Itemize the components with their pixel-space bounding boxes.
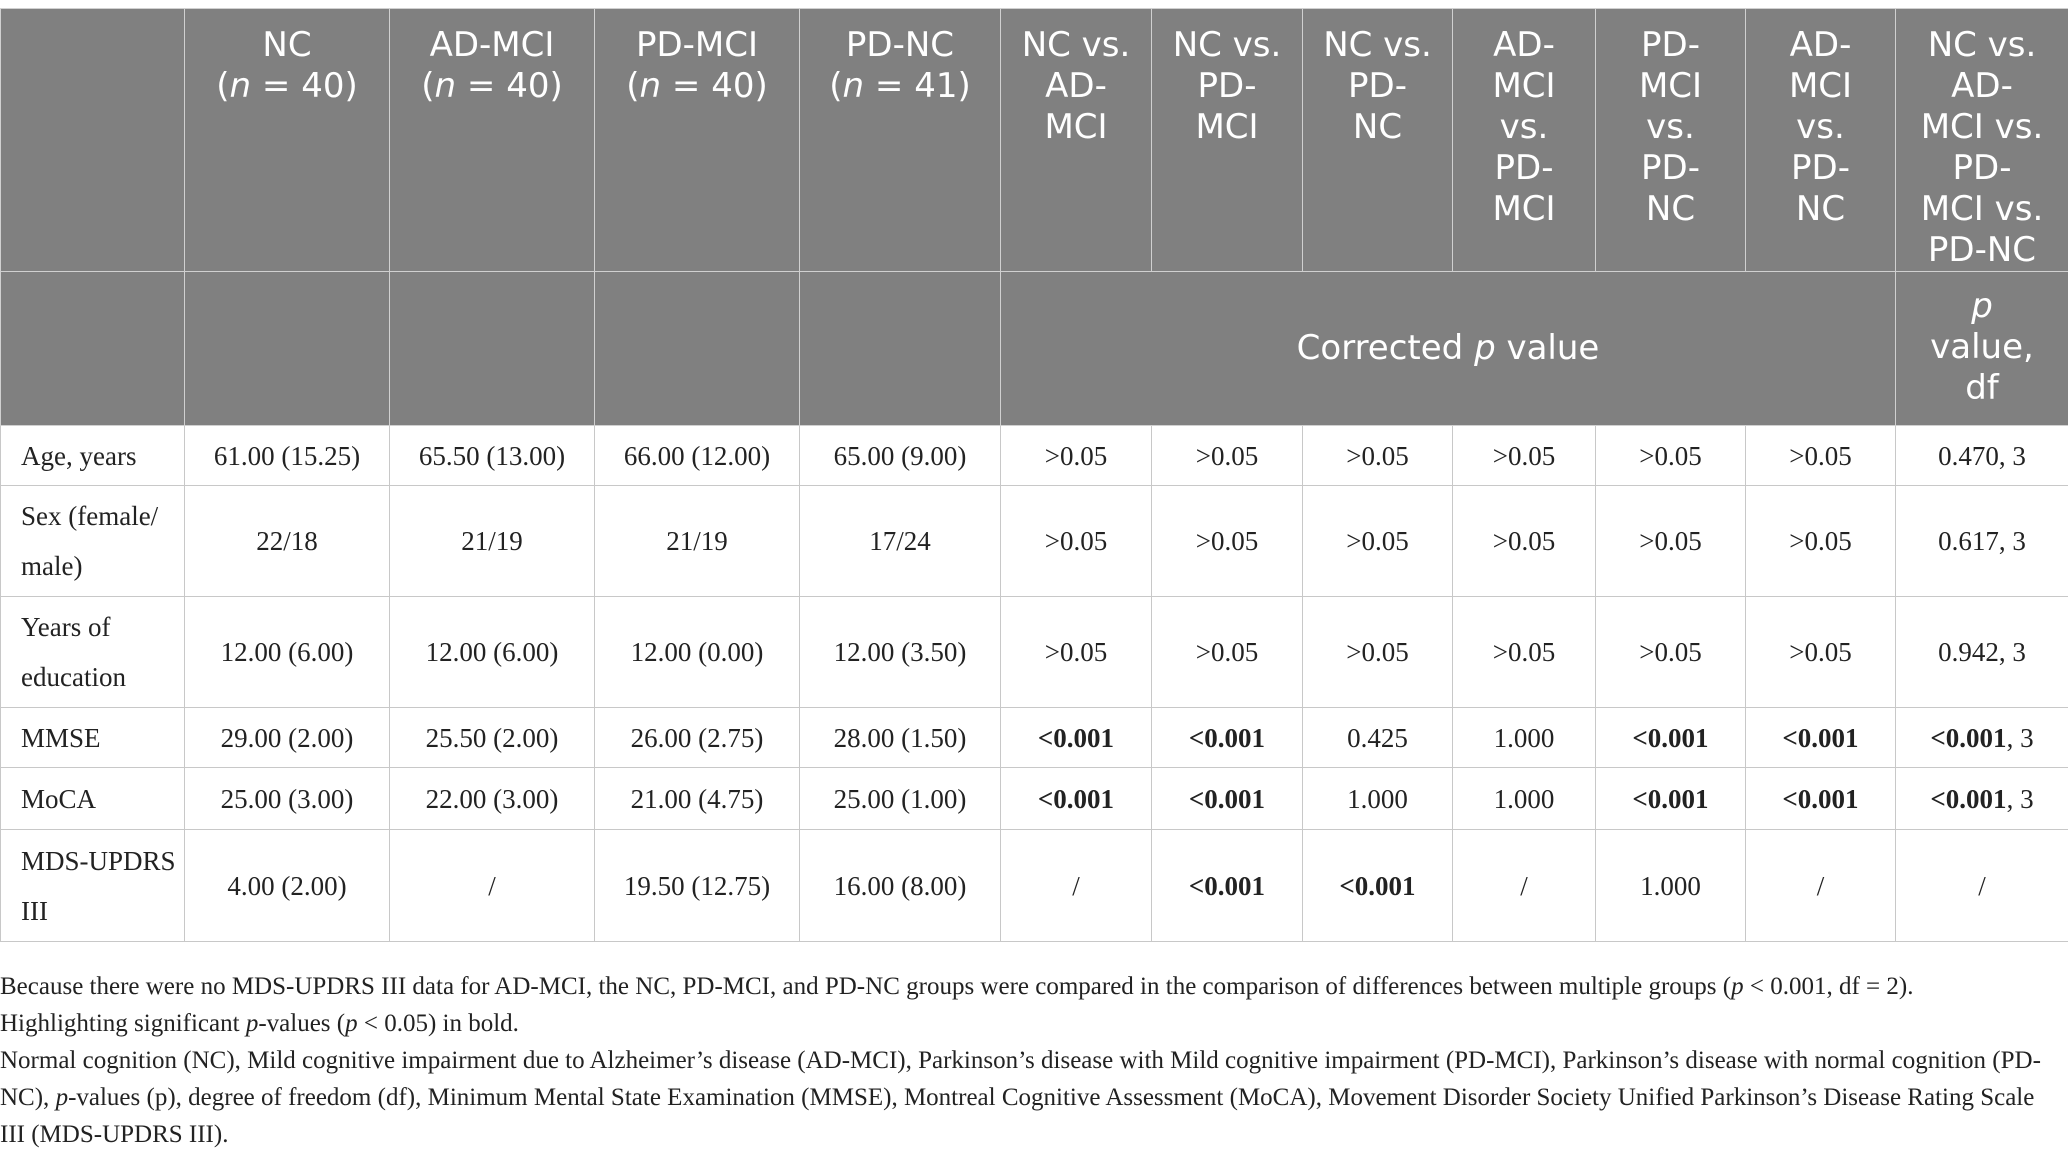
- overall-p-value-cell: 0.470, 3: [1896, 426, 2068, 486]
- header-blank: [1, 272, 185, 426]
- header-comparison: AD- MCI vs. PD- NC: [1746, 9, 1896, 272]
- p-value-cell: >0.05: [1453, 597, 1596, 708]
- p-value-cell: 1.000: [1303, 768, 1453, 830]
- group-value-cell: 21/19: [595, 486, 800, 597]
- group-value-cell: /: [390, 830, 595, 942]
- group-value-cell: 12.00 (3.50): [800, 597, 1001, 708]
- group-value-cell: 17/24: [800, 486, 1001, 597]
- p-value-cell: >0.05: [1001, 426, 1152, 486]
- group-value-cell: 22/18: [185, 486, 390, 597]
- p-value-cell: <0.001: [1596, 768, 1746, 830]
- p-value-cell: >0.05: [1596, 597, 1746, 708]
- p-value-cell: <0.001: [1746, 768, 1896, 830]
- table-row: [1, 426, 2068, 486]
- group-value-cell: 22.00 (3.00): [390, 768, 595, 830]
- footnote-2: Highlighting significant p-values (p < 0.05) in bold.: [0, 1010, 519, 1037]
- header-blank: [185, 272, 390, 426]
- header-blank: [800, 272, 1001, 426]
- p-value-cell: >0.05: [1303, 597, 1453, 708]
- group-value-cell: 16.00 (8.00): [800, 830, 1001, 942]
- overall-p-value-cell: <0.001, 3: [1896, 768, 2068, 830]
- p-value-cell: >0.05: [1001, 486, 1152, 597]
- footnote-1: Because there were no MDS-UPDRS III data for AD-MCI, the NC, PD-MCI, and PD-NC groups were compared in the comparison of differences between multiple groups (p < 0.001, df = 2).: [0, 973, 1914, 1000]
- p-value-df-label: p value, df: [1896, 272, 2068, 426]
- p-value-cell: <0.001: [1001, 708, 1152, 768]
- footnote-3: Normal cognition (NC), Mild cognitive impairment due to Alzheimer’s disease (AD-MCI), Parkinson’s disease with Mild cognitive impairment (PD-MCI), Parkinson’s disease with normal cognition (PD-NC), p-values (p), degree of freedom (df), Minimum Mental State Examination (MMSE), Montreal Cognitive Assessment (MoCA), Movement Disorder Society Unified Parkinson’s Disease Rating Scale III (MDS-UPDRS III).: [0, 1047, 2041, 1148]
- p-value-cell: >0.05: [1746, 486, 1896, 597]
- table-row: [1, 708, 2068, 768]
- header-row-2: [1, 272, 2068, 426]
- p-value-cell: >0.05: [1001, 597, 1152, 708]
- table-header: [1, 9, 2068, 426]
- group-value-cell: 29.00 (2.00): [185, 708, 390, 768]
- header-comparison: AD- MCI vs. PD- MCI: [1453, 9, 1596, 272]
- group-value-cell: 12.00 (0.00): [595, 597, 800, 708]
- group-value-cell: 4.00 (2.00): [185, 830, 390, 942]
- corrected-p-value-label: Corrected p value: [1001, 272, 1896, 426]
- p-value-cell: 1.000: [1596, 830, 1746, 942]
- header-group-pd-nc: PD-NC (n = 41): [800, 9, 1001, 272]
- header-comparison: NC vs. AD- MCI: [1001, 9, 1152, 272]
- row-label: Years of education: [1, 597, 185, 708]
- header-group-nc: NC (n = 40): [185, 9, 390, 272]
- p-value-cell: >0.05: [1152, 486, 1303, 597]
- p-value-cell: >0.05: [1746, 597, 1896, 708]
- header-comparison: NC vs. AD- MCI vs. PD- MCI vs. PD-NC: [1896, 9, 2068, 272]
- group-value-cell: 26.00 (2.75): [595, 708, 800, 768]
- header-row-1: [1, 9, 2068, 272]
- overall-p-value-cell: <0.001, 3: [1896, 708, 2068, 768]
- header-blank: [595, 272, 800, 426]
- header-comparison: NC vs. PD- MCI: [1152, 9, 1303, 272]
- header-group-ad-mci: AD-MCI (n = 40): [390, 9, 595, 272]
- header-comparison: PD- MCI vs. PD- NC: [1596, 9, 1746, 272]
- p-value-cell: <0.001: [1152, 830, 1303, 942]
- group-value-cell: 61.00 (15.25): [185, 426, 390, 486]
- group-value-cell: 12.00 (6.00): [185, 597, 390, 708]
- p-value-cell: >0.05: [1303, 426, 1453, 486]
- table-container: [0, 8, 2068, 942]
- p-value-cell: <0.001: [1152, 708, 1303, 768]
- header-comparison: NC vs. PD- NC: [1303, 9, 1453, 272]
- group-value-cell: 12.00 (6.00): [390, 597, 595, 708]
- p-value-cell: /: [1453, 830, 1596, 942]
- p-value-cell: <0.001: [1152, 768, 1303, 830]
- row-label: Sex (female/ male): [1, 486, 185, 597]
- header-group-pd-mci: PD-MCI (n = 40): [595, 9, 800, 272]
- p-value-cell: /: [1001, 830, 1152, 942]
- group-value-cell: 28.00 (1.50): [800, 708, 1001, 768]
- p-value-cell: 1.000: [1453, 768, 1596, 830]
- row-label: MMSE: [1, 708, 185, 768]
- group-value-cell: 65.50 (13.00): [390, 426, 595, 486]
- table-row: [1, 768, 2068, 830]
- demographics-table: [0, 8, 2068, 942]
- overall-p-value-cell: /: [1896, 830, 2068, 942]
- table-body: [1, 426, 2068, 942]
- group-value-cell: 25.00 (3.00): [185, 768, 390, 830]
- header-blank: [390, 272, 595, 426]
- p-value-cell: >0.05: [1596, 486, 1746, 597]
- p-value-cell: >0.05: [1453, 486, 1596, 597]
- group-value-cell: 21.00 (4.75): [595, 768, 800, 830]
- table-row: [1, 597, 2068, 708]
- overall-p-value-cell: 0.942, 3: [1896, 597, 2068, 708]
- table-row: [1, 830, 2068, 942]
- p-value-cell: >0.05: [1596, 426, 1746, 486]
- p-value-cell: <0.001: [1746, 708, 1896, 768]
- p-value-cell: 0.425: [1303, 708, 1453, 768]
- p-value-cell: /: [1746, 830, 1896, 942]
- group-value-cell: 25.00 (1.00): [800, 768, 1001, 830]
- row-label: MDS-UPDRS III: [1, 830, 185, 942]
- group-value-cell: 65.00 (9.00): [800, 426, 1001, 486]
- group-value-cell: 21/19: [390, 486, 595, 597]
- row-label: MoCA: [1, 768, 185, 830]
- row-label: Age, years: [1, 426, 185, 486]
- header-blank: [1, 9, 185, 272]
- p-value-cell: <0.001: [1001, 768, 1152, 830]
- overall-p-value-cell: 0.617, 3: [1896, 486, 2068, 597]
- group-value-cell: 19.50 (12.75): [595, 830, 800, 942]
- p-value-cell: >0.05: [1746, 426, 1896, 486]
- p-value-cell: <0.001: [1596, 708, 1746, 768]
- p-value-cell: 1.000: [1453, 708, 1596, 768]
- group-value-cell: 66.00 (12.00): [595, 426, 800, 486]
- p-value-cell: >0.05: [1152, 426, 1303, 486]
- p-value-cell: <0.001: [1303, 830, 1453, 942]
- group-value-cell: 25.50 (2.00): [390, 708, 595, 768]
- p-value-cell: >0.05: [1453, 426, 1596, 486]
- table-row: [1, 486, 2068, 597]
- p-value-cell: >0.05: [1152, 597, 1303, 708]
- p-value-cell: >0.05: [1303, 486, 1453, 597]
- table-footnotes: [0, 968, 2060, 1153]
